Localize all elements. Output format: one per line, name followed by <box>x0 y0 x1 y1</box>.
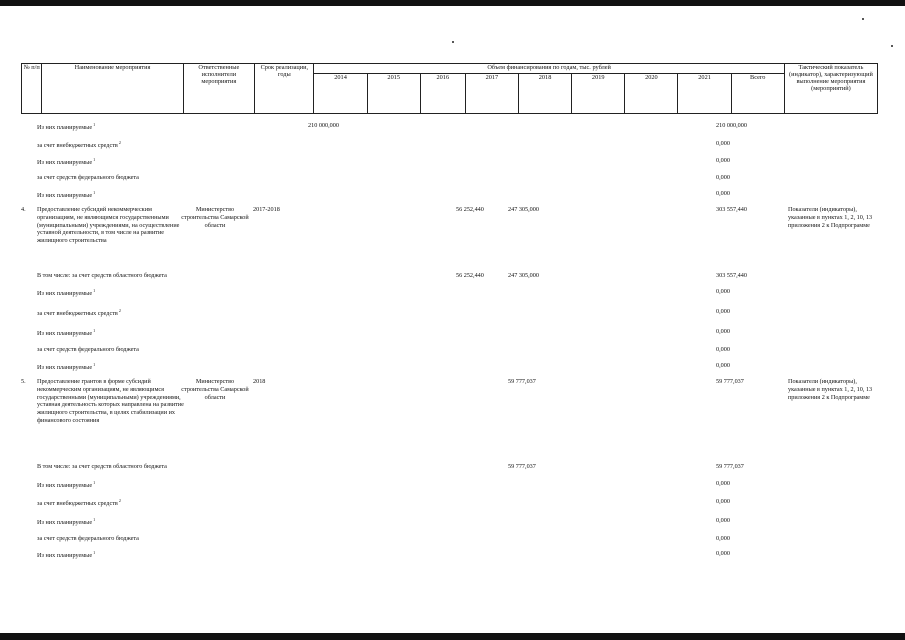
header-year: 2015 <box>367 73 420 113</box>
total-text: 0,000 <box>716 517 730 524</box>
name-text: за счет внебюджетных средств <box>37 500 118 508</box>
scan-speck <box>452 41 454 43</box>
header-table <box>21 63 878 114</box>
cell-name <box>37 140 187 150</box>
total-text: 59 777,037 <box>716 378 744 385</box>
total-text: 0,000 <box>716 498 730 505</box>
name-text: В том числе: за счет средств областного бюджета <box>37 463 167 470</box>
total-text: 0,000 <box>716 362 730 369</box>
cell-total <box>716 122 778 130</box>
name-text: Предоставление субсидий некоммерческим организациям, не являющимся государственными (муниципальными) учреждениями, на осуществление уставной деятельности, в том числе на развитие жилищного строительства <box>37 206 180 244</box>
footnote-mark: 1 <box>92 517 96 522</box>
name-text: Из них планируемые <box>37 159 93 167</box>
y2018-text: 247 305,000 <box>508 206 539 213</box>
cell-total <box>716 174 778 182</box>
y2018-text: 59 777,037 <box>508 378 536 385</box>
scan-border-bottom <box>0 633 905 640</box>
name-text: за счет внебюджетных средств <box>37 142 118 150</box>
total-text: 0,000 <box>716 480 730 487</box>
cell-total <box>716 190 778 198</box>
name-text: за счет средств федерального бюджета <box>37 346 139 353</box>
cell-executors <box>181 206 249 229</box>
header-year: 2018 <box>518 73 571 113</box>
cell-period <box>253 206 305 214</box>
cell-total <box>716 206 778 214</box>
footnote-mark: 1 <box>92 190 96 195</box>
cell-y2017 <box>456 206 506 214</box>
cell-y2018 <box>508 272 558 280</box>
cell-total <box>716 308 778 316</box>
cell-name <box>37 550 187 560</box>
cell-name <box>37 272 187 280</box>
header-executors: Ответственные исполнители мероприятия <box>183 64 255 114</box>
cell-total <box>716 517 778 525</box>
cell-y2018 <box>508 463 558 471</box>
header-indicator: Тактический показатель (индикатор), характеризующий выполнение мероприятия (мероприятий) <box>784 64 877 114</box>
total-text: 0,000 <box>716 157 730 164</box>
total-text: 0,000 <box>716 550 730 557</box>
footnote-mark: 1 <box>92 550 96 555</box>
indicator-text: Показатели (индикаторы), указанные в пунктах 1, 2, 10, 13 приложения 2 к Подпрограмме <box>788 378 873 401</box>
y2018-text: 59 777,037 <box>508 463 536 470</box>
cell-total <box>716 157 778 165</box>
cell-name <box>37 535 187 543</box>
cell-total <box>716 378 778 386</box>
name-text: Предоставление грантов в форме субсидий некоммерческим организациям, не являющимся государственными (муниципальными) учреждениями, уставная деятельность которых направлена на развитие жилищного строительства, в целях стабилизации их финансового состояния <box>37 378 184 424</box>
total-text: 0,000 <box>716 328 730 335</box>
header-total: Всего <box>731 73 784 113</box>
cell-y2014 <box>308 122 358 130</box>
period-text: 2017-2018 <box>253 206 280 213</box>
cell-name <box>37 517 187 527</box>
cell-num <box>21 378 37 386</box>
cell-total <box>716 272 778 280</box>
total-text: 0,000 <box>716 535 730 542</box>
total-text: 210 000,000 <box>716 122 747 129</box>
cell-name <box>37 463 187 471</box>
total-text: 0,000 <box>716 140 730 147</box>
executors-text: Министерство строительства Самарской области <box>181 378 249 401</box>
name-text: Из них планируемые <box>37 330 93 338</box>
cell-total <box>716 535 778 543</box>
scan-border-top <box>0 0 905 6</box>
name-text: за счет средств федерального бюджета <box>37 174 139 181</box>
name-text: Из них планируемые <box>37 364 93 372</box>
cell-name <box>37 174 187 182</box>
total-text: 0,000 <box>716 346 730 353</box>
cell-name <box>37 498 187 508</box>
name-text: Из них планируемые <box>37 552 93 560</box>
cell-name <box>37 346 187 354</box>
header-year: 2014 <box>314 73 367 113</box>
total-text: 59 777,037 <box>716 463 744 470</box>
num-text: 5. <box>21 378 26 385</box>
y2018-text: 247 305,000 <box>508 272 539 279</box>
total-text: 0,000 <box>716 288 730 295</box>
footnote-mark: 2 <box>117 498 121 503</box>
num-text: 4. <box>21 206 26 213</box>
header-name: Наименование мероприятия <box>42 64 183 114</box>
cell-total <box>716 328 778 336</box>
header-year: 2017 <box>465 73 518 113</box>
name-text: за счет средств федерального бюджета <box>37 535 139 542</box>
footnote-mark: 1 <box>92 362 96 367</box>
cell-total <box>716 480 778 488</box>
total-text: 303 557,440 <box>716 272 747 279</box>
name-text: за счет внебюджетных средств <box>37 310 118 318</box>
cell-total <box>716 463 778 471</box>
y2014-text: 210 000,000 <box>308 122 339 129</box>
header-year: 2021 <box>678 73 731 113</box>
cell-name <box>37 157 187 167</box>
cell-name <box>37 122 187 132</box>
scan-speck <box>891 45 893 47</box>
cell-name <box>37 288 187 298</box>
cell-name <box>37 328 187 338</box>
footnote-mark: 2 <box>117 308 121 313</box>
cell-executors <box>181 378 249 401</box>
cell-name <box>37 362 187 372</box>
header-num: № п/п <box>22 64 42 114</box>
period-text: 2018 <box>253 378 266 385</box>
cell-total <box>716 550 778 558</box>
header-year: 2016 <box>420 73 465 113</box>
cell-indicator <box>788 378 880 401</box>
header-year: 2019 <box>572 73 625 113</box>
footnote-mark: 1 <box>92 157 96 162</box>
cell-indicator <box>788 206 880 229</box>
cell-name <box>37 308 187 318</box>
name-text: Из них планируемые <box>37 124 93 132</box>
cell-period <box>253 378 305 386</box>
name-text: Из них планируемые <box>37 482 93 490</box>
footnote-mark: 2 <box>117 140 121 145</box>
total-text: 0,000 <box>716 174 730 181</box>
cell-total <box>716 140 778 148</box>
cell-total <box>716 362 778 370</box>
cell-y2018 <box>508 206 558 214</box>
cell-y2018 <box>508 378 558 386</box>
cell-name <box>37 378 187 425</box>
total-text: 303 557,440 <box>716 206 747 213</box>
scan-speck <box>862 18 864 20</box>
cell-name <box>37 190 187 200</box>
footnote-mark: 1 <box>92 328 96 333</box>
cell-name <box>37 206 187 245</box>
cell-num <box>21 206 37 214</box>
cell-y2017 <box>456 272 506 280</box>
name-text: Из них планируемые <box>37 192 93 200</box>
name-text: В том числе: за счет средств областного бюджета <box>37 272 167 279</box>
header-year: 2020 <box>625 73 678 113</box>
indicator-text: Показатели (индикаторы), указанные в пунктах 1, 2, 10, 13 приложения 2 к Подпрограмме <box>788 206 873 229</box>
header-period: Срок реализации, годы <box>255 64 314 114</box>
cell-total <box>716 498 778 506</box>
total-text: 0,000 <box>716 190 730 197</box>
header-volume: Объем финансирования по годам, тыс. рублей <box>314 64 784 74</box>
cell-total <box>716 288 778 296</box>
y2017-text: 56 252,440 <box>456 272 484 279</box>
name-text: Из них планируемые <box>37 290 93 298</box>
total-text: 0,000 <box>716 308 730 315</box>
name-text: Из них планируемые <box>37 519 93 527</box>
y2017-text: 56 252,440 <box>456 206 484 213</box>
executors-text: Министерство строительства Самарской области <box>181 206 249 229</box>
cell-name <box>37 480 187 490</box>
footnote-mark: 1 <box>92 122 96 127</box>
footnote-mark: 1 <box>92 288 96 293</box>
footnote-mark: 1 <box>92 480 96 485</box>
cell-total <box>716 346 778 354</box>
